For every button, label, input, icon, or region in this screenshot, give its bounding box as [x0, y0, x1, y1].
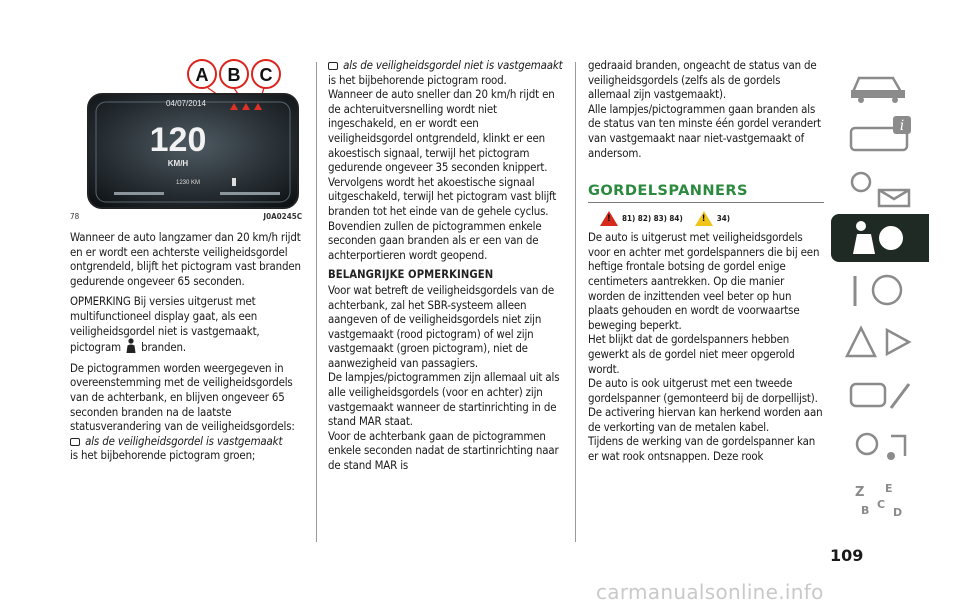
col1-para-1: Wanneer de auto langzamer dan 20 km/h rijdt en er wordt een achterste veiligheidsgordel ontgrendeld, blijft het pictogram vast branden gedurende ongeveer 65 seconden. [70, 230, 301, 288]
col3-para-5: De auto is ook uitgerust met een tweede gordelspanner (gemonteerd bij de dorpellijst). De activering hiervan kan herkend worden aan de verkorting van de metalen kabel. [588, 376, 823, 434]
light-message-icon [831, 162, 929, 210]
col2-para-3: Voor wat betreft de veiligheidsgordels van de achterbank, zal het SBR-systeem alleen aangeven of de veiligheidsgordels niet zijn vastgemaakt (rood pictogram) of wel zijn vastgemaakt (groen pictogram), niet de aanwezigheid van passagiers. [328, 282, 555, 370]
sidebar-tab-index[interactable] [831, 474, 929, 522]
svg-text:C: C [877, 498, 886, 511]
seatbelt-person-icon [124, 338, 138, 354]
col2-subheading: BELANGRIJKE OPMERKINGEN [328, 268, 494, 282]
svg-text:B: B [861, 504, 870, 517]
col3-para-3: De auto is uitgerust met veiligheidsgordels voor en achter met gordelspanners die bij een heftige frontale botsing de gordel enige centimeters aantrekken. Op die manier worden de inzittenden veel beter op hun plaats gehouden en wordt de voorwaartse beweging beperkt. [588, 230, 820, 332]
svg-text:i: i [899, 118, 905, 134]
sidebar-tab-driving[interactable] [831, 266, 929, 314]
sidebar-tab-car-info[interactable] [831, 110, 929, 158]
col2-bullet-2-rest: is het bijbehorende pictogram rood. [328, 72, 507, 87]
display-date: 04/07/2014 [165, 99, 207, 108]
seatbelt-icon [328, 62, 338, 70]
dashboard-figure [70, 58, 302, 210]
col1-bullet-1 [70, 434, 302, 463]
label-b: B [227, 65, 241, 85]
watermark: carmanualsonline.info [596, 580, 824, 604]
svg-text:D: D [893, 506, 903, 519]
display-odometer: 1230 KM [175, 180, 201, 186]
wrench-icon [831, 370, 929, 418]
display-unit: KM/H [167, 159, 189, 168]
multimedia-icon [831, 422, 929, 470]
figure-caption [70, 212, 302, 221]
refs-warnings: 81) 82) 83) 84) [622, 214, 683, 224]
column-divider-1 [316, 62, 317, 542]
column-2 [328, 58, 566, 473]
col3-para-6: Tijdens de werking van de gordelspanner kan er wat rook ontsnappen. Deze rook [588, 434, 816, 464]
airbag-icon [831, 214, 929, 262]
warning-triangle-icon: ! [600, 211, 618, 226]
label-a: A [195, 65, 209, 85]
col2-para-4: De lampjes/pictogrammen zijn allemaal uit als alle veiligheidsgordels (voor en achter) zijn vastgemaakt wanneer de startinrichting in de stand MAR staat. [328, 370, 560, 429]
column-divider-2 [575, 62, 576, 542]
col1-pictogram-word: pictogram [70, 340, 121, 355]
col1-para-2 [70, 294, 302, 354]
sidebar-tab-lights[interactable] [831, 162, 929, 210]
sidebar-tab-maintenance[interactable] [831, 370, 929, 418]
col2-para-1: Wanneer de auto sneller dan 20 km/h rijdt en de achteruitversnelling wordt niet ingeschakeld, en er wordt een veiligheidsgordel ontgrendeld, klinkt er een akoestisch signaal, terwijl het pictogram gedurende ongeveer 35 seconden knippert. Vervolgens wordt het akoestische signaal uitgeschakeld, terwijl het pictogram vast blijft branden tot het einde van de gehele cyclus. [328, 87, 557, 218]
car-info-icon [831, 110, 929, 158]
col3-para-2: Alle lampjes/pictogrammen gaan branden als de status van ten minste één gordel verandert van vastgemaakt naar niet-vastgemaakt of andersom. [588, 101, 821, 160]
figure-number: 78 [70, 212, 80, 221]
sidebar-tab-emergency[interactable] [831, 318, 929, 366]
column-1 [70, 230, 302, 463]
car-icon [831, 58, 929, 106]
col3-para-1: gedraaid branden, ongeacht de status van de veiligheidsgordels (zelfs als de gordels allemaal zijn vastgemaakt). [588, 58, 817, 102]
col1-bullet-1-italic: als de veiligheidsgordel is vastgemaakt [85, 433, 283, 448]
col3-para-4: Het blijkt dat de gordelspanners hebben gewerkt als de gordel niet meer opgerold wordt. [588, 332, 795, 376]
col1-branden: branden. [141, 340, 186, 355]
column-3 [588, 58, 824, 464]
svg-text:Z: Z [855, 485, 865, 500]
instrument-cluster-illustration [70, 58, 302, 210]
index-letters-icon [831, 474, 929, 522]
col1-para-3: De pictogrammen worden weergegeven in overeenstemming met de veiligheidsgordels van de achterbank, en blijven ongeveer 65 seconden branden na de laatste statusverandering van de veiligheidsgordels: [70, 360, 295, 434]
sidebar-tab-multimedia[interactable] [831, 422, 929, 470]
section-heading: GORDELSPANNERS [588, 182, 824, 203]
sidebar-tab-safety[interactable] [831, 214, 929, 262]
col2-para-5: Voor de achterbank gaan de pictogrammen enkele seconden nadat de startinrichting naar de stand MAR is [328, 428, 559, 473]
label-c: C [259, 65, 273, 85]
display-speed: 120 [149, 121, 207, 159]
sidebar-tab-car[interactable] [831, 58, 929, 106]
warning-references [600, 211, 824, 226]
col2-bullet-2 [328, 58, 566, 87]
figure-code: J0A0245C [263, 212, 302, 221]
svg-text:E: E [885, 482, 893, 495]
col2-bullet-2-italic: als de veiligheidsgordel niet is vastgemaakt [343, 58, 563, 72]
col2-para-2: Bovendien zullen de pictogrammen enkele seconden gaan branden als er een van de achterportieren wordt geopend. [328, 218, 542, 262]
col1-bullet-1-rest: is het bijbehorende pictogram groen; [70, 448, 256, 463]
page-number: 109 [830, 546, 864, 565]
steering-wheel-icon [831, 266, 929, 314]
caution-triangle-icon: ! [695, 211, 713, 226]
warning-icon [831, 318, 929, 366]
col1-para-2-text: OPMERKING Bij versies uitgerust met multifunctioneel display gaat, als een veiligheidsgordel niet is vastgemaakt, [70, 294, 260, 338]
seatbelt-icon [70, 438, 80, 446]
refs-cautions: 34) [716, 214, 731, 224]
